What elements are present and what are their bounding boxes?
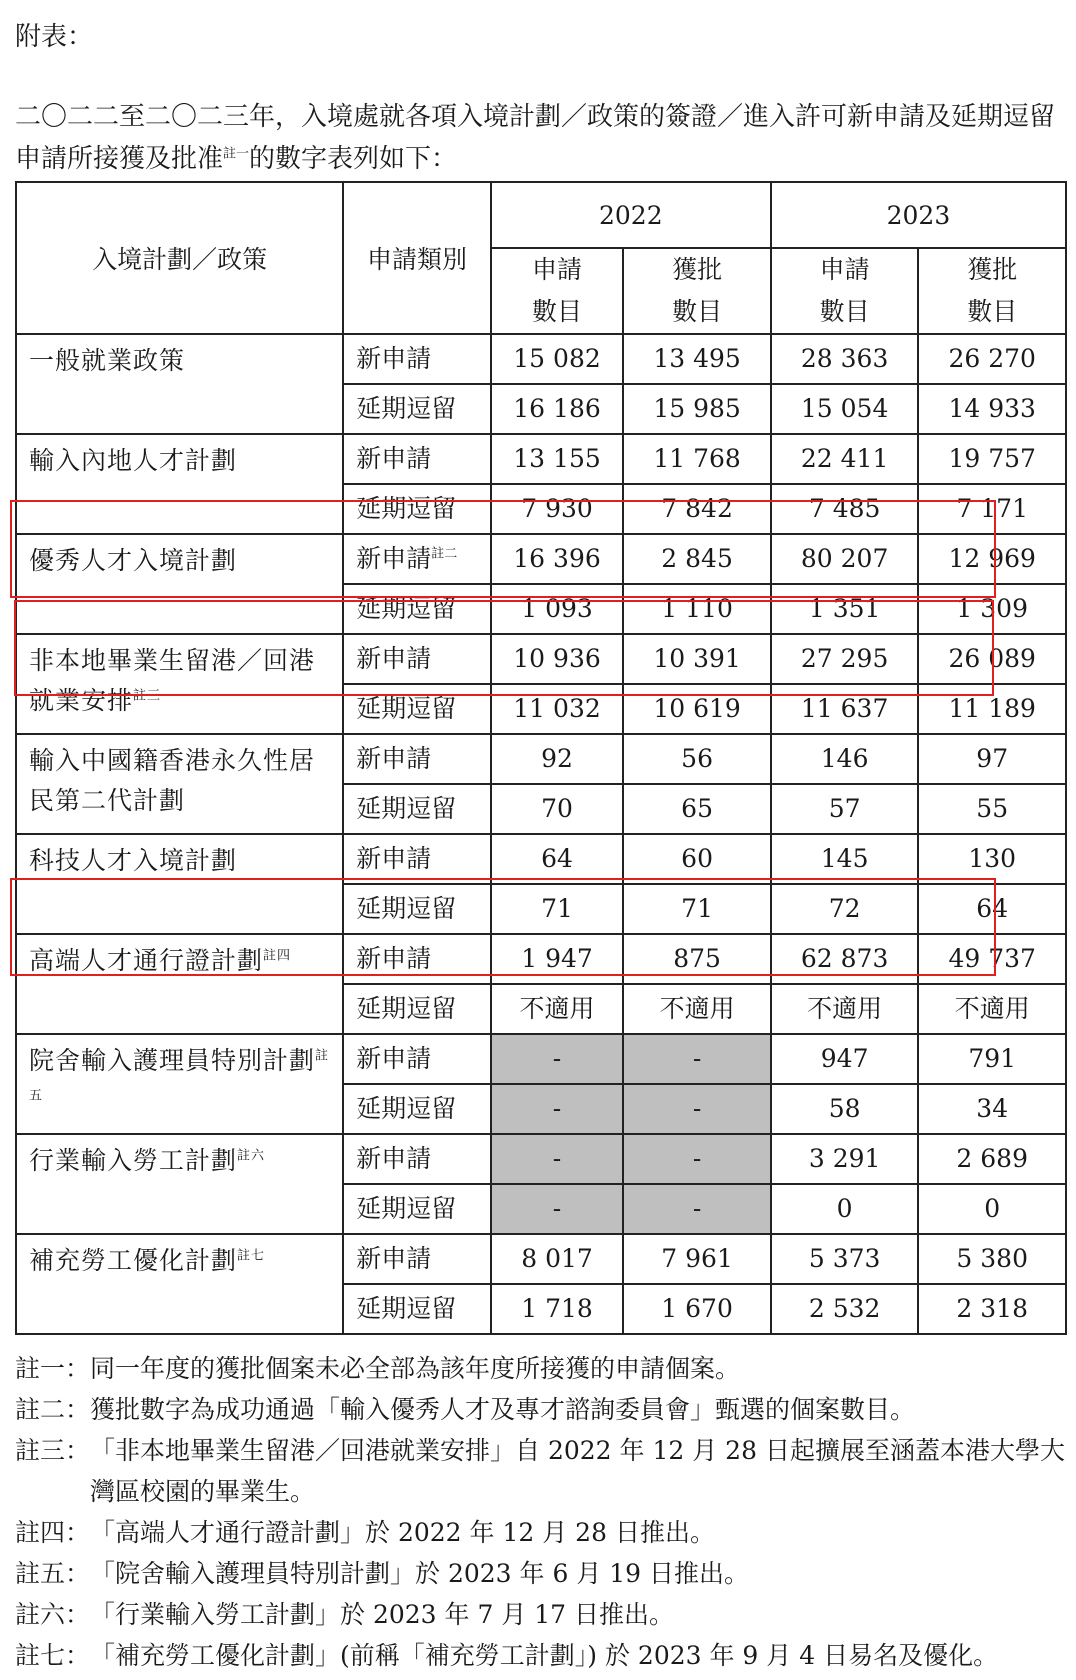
value-2022-approvals: 13 495 [623,334,771,384]
footnote-text: 同一年度的獲批個案未必全部為該年度所接獲的申請個案。 [90,1354,741,1383]
program-name-cell [16,1134,343,1234]
header-approvals-2023: 獲批數目 [967,255,1018,326]
value-2023-applications: 57 [771,784,919,834]
footnote-key: 註二： [15,1395,91,1424]
category-label: 延期逗留 [356,994,457,1023]
highlight-box-talent-scheme [10,500,996,598]
value-2023-approvals: 19 757 [918,434,1066,484]
value-2022-applications: 71 [491,884,624,934]
value-2023-applications: 0 [771,1184,919,1234]
program-name: 行業輸入勞工計劃 [29,1146,238,1175]
category-extension-of-stay [343,784,491,834]
value-2023-approvals: 55 [918,784,1066,834]
value-2023-applications: 15 054 [771,384,919,434]
category-new-application [343,434,491,484]
value-2022-approvals: 56 [623,734,771,784]
value-2022-applications: 13 155 [491,434,624,484]
value-2023-approvals: 26 089 [918,634,1066,684]
value-2023-applications: 3 291 [771,1134,919,1184]
value-2023-applications: 不適用 [771,984,919,1034]
table-row [16,734,1066,784]
category-extension-of-stay [343,984,491,1034]
value-2022-applications: 70 [491,784,624,834]
header-year-2022: 2022 [491,182,771,248]
value-2022-applications: - [491,1084,624,1134]
footnote-text: 獲批數字為成功通過「輸入優秀人才及專才諮詢委員會」甄選的個案數目。 [90,1395,916,1424]
value-2023-applications: 5 373 [771,1234,919,1284]
highlight-box-graduates [14,600,994,696]
category-new-application [343,334,491,384]
category-label: 新申請 [356,1244,432,1273]
value-2023-approvals: 5 380 [918,1234,1066,1284]
header-approvals-2022: 獲批數目 [672,255,723,326]
footnote-item [15,1430,1065,1512]
value-2022-applications: 不適用 [491,984,624,1034]
value-2023-applications: 80 207 [771,534,919,584]
value-2022-applications: 8 017 [491,1234,624,1284]
value-2023-approvals: 97 [918,734,1066,784]
category-new-application [343,834,491,884]
footnote-key: 註六： [15,1600,91,1629]
value-2022-approvals: - [623,1184,771,1234]
value-2023-approvals: 791 [918,1034,1066,1084]
value-2023-approvals: 12 969 [918,534,1066,584]
value-2023-approvals: 2 689 [918,1134,1066,1184]
value-2022-approvals: - [623,1034,771,1084]
program-name: 高端人才通行證計劃 [29,946,264,975]
value-2022-applications: - [491,1134,624,1184]
program-name: 輸入內地人才計劃 [29,446,238,475]
category-new-application [343,734,491,784]
program-note-ref: 註五 [29,1048,330,1104]
value-2023-approvals: 1 309 [918,584,1066,634]
value-2022-approvals: 2 845 [623,534,771,584]
category-label: 新申請 [356,644,432,673]
value-2022-approvals: 875 [623,934,771,984]
value-2022-approvals: 不適用 [623,984,771,1034]
value-2023-applications: 62 873 [771,934,919,984]
program-name: 科技人才入境計劃 [29,846,238,875]
program-note-ref: 註四 [263,948,292,964]
value-2022-approvals: 15 985 [623,384,771,434]
category-extension-of-stay [343,1184,491,1234]
category-label: 延期逗留 [356,494,457,523]
intro-note-ref: 註一 [223,146,250,162]
footnote-key: 註四： [15,1518,91,1547]
footnote-text: 「行業輸入勞工計劃」於 2023 年 7 月 17 日推出。 [90,1600,675,1629]
value-2023-approvals: 130 [918,834,1066,884]
value-2022-applications: 10 936 [491,634,624,684]
footnote-item [15,1553,1065,1594]
value-2022-applications: 11 032 [491,684,624,734]
footnote-item [15,1348,1065,1389]
value-2023-approvals: 不適用 [918,984,1066,1034]
category-new-application [343,1134,491,1184]
value-2022-applications: 1 718 [491,1284,624,1334]
value-2023-approvals: 7 171 [918,484,1066,534]
value-2023-applications: 146 [771,734,919,784]
program-note-ref: 註七 [237,1248,266,1264]
category-label: 新申請 [356,1144,432,1173]
value-2022-approvals: - [623,1084,771,1134]
value-2023-approvals: 34 [918,1084,1066,1134]
header-applications-2022: 申請數目 [532,255,583,326]
header-category: 申請類別 [343,182,491,334]
category-note-ref: 註二 [431,546,458,562]
table-row [16,434,1066,484]
program-name: 院舍輸入護理員特別計劃 [29,1046,316,1075]
program-name-cell [16,1234,343,1334]
intro-text-part-1: 二〇二二至二〇二三年，入境處就各項入境計劃／政策的簽證／進入許可新申請及延期逗留申請所接獲及批准 [15,102,1056,174]
category-label: 延期逗留 [356,594,457,623]
value-2022-applications: - [491,1184,624,1234]
footnote-text: 「補充勞工優化計劃」(前稱「補充勞工計劃」) 於 2023 年 9 月 4 日易名及優化。 [90,1641,999,1670]
category-extension-of-stay [343,1084,491,1134]
category-label: 延期逗留 [356,694,457,723]
value-2022-approvals: 1 110 [623,584,771,634]
category-label: 新申請 [356,744,432,773]
value-2023-applications: 2 532 [771,1284,919,1334]
value-2023-approvals: 49 737 [918,934,1066,984]
value-2022-approvals: 10 391 [623,634,771,684]
program-name: 非本地畢業生留港／回港就業安排 [29,646,316,715]
program-name: 補充勞工優化計劃 [29,1246,238,1275]
footnote-key: 註五： [15,1559,91,1588]
value-2022-approvals: 7 842 [623,484,771,534]
value-2022-applications: 16 396 [491,534,624,584]
value-2022-applications: 64 [491,834,624,884]
value-2022-approvals: 11 768 [623,434,771,484]
value-2022-approvals: 65 [623,784,771,834]
annex-heading: 附表： [15,22,94,52]
value-2022-approvals: - [623,1134,771,1184]
header-applications-2023: 申請數目 [819,255,870,326]
value-2023-applications: 1 351 [771,584,919,634]
table-row [16,1034,1066,1084]
value-2022-approvals: 60 [623,834,771,884]
program-name-cell [16,334,343,434]
category-label: 延期逗留 [356,1194,457,1223]
value-2023-applications: 22 411 [771,434,919,484]
table-body [16,334,1066,1334]
header-program: 入境計劃／政策 [16,182,343,334]
table-row [16,1134,1066,1184]
value-2022-applications: 1 093 [491,584,624,634]
value-2022-applications: 15 082 [491,334,624,384]
intro-paragraph [15,96,1060,180]
footnote-item [15,1594,1065,1635]
value-2023-approvals: 26 270 [918,334,1066,384]
program-name-cell [16,1034,343,1134]
footnote-item [15,1389,1065,1430]
footnotes [15,1348,1065,1676]
category-label: 新申請 [356,844,432,873]
program-note-ref: 註六 [237,1148,266,1164]
highlight-box-top-talent-pass [10,878,996,976]
value-2022-applications: 16 186 [491,384,624,434]
table-row [16,334,1066,384]
category-label: 延期逗留 [356,1294,457,1323]
footnote-text: 「非本地畢業生留港／回港就業安排」自 2022 年 12 月 28 日起擴展至涵蓋本港大學大灣區校園的畢業生。 [90,1436,1065,1506]
program-name: 一般就業政策 [29,346,186,375]
footnote-key: 註三： [15,1436,91,1465]
value-2022-approvals: 1 670 [623,1284,771,1334]
value-2023-applications: 145 [771,834,919,884]
value-2023-applications: 7 485 [771,484,919,534]
value-2023-approvals: 11 189 [918,684,1066,734]
value-2023-applications: 58 [771,1084,919,1134]
footnote-text: 「院舍輸入護理員特別計劃」於 2023 年 6 月 19 日推出。 [90,1559,750,1588]
footnote-text: 「高端人才通行證計劃」於 2022 年 12 月 28 日推出。 [90,1518,715,1547]
category-label: 新申請 [356,1044,432,1073]
category-new-application [343,1034,491,1084]
category-label: 新申請 [356,344,432,373]
footnote-key: 註七： [15,1641,91,1670]
value-2023-approvals: 64 [918,884,1066,934]
program-name-cell [16,734,343,834]
program-name: 優秀人才入境計劃 [29,546,238,575]
value-2023-approvals: 14 933 [918,384,1066,434]
value-2023-applications: 947 [771,1034,919,1084]
value-2023-approvals: 0 [918,1184,1066,1234]
value-2022-applications: 92 [491,734,624,784]
category-extension-of-stay [343,1284,491,1334]
footnote-item [15,1635,1065,1676]
value-2023-applications: 11 637 [771,684,919,734]
category-label: 新申請 [356,944,432,973]
intro-text-part-2: 的數字表列如下： [249,144,458,174]
category-extension-of-stay [343,384,491,434]
value-2023-approvals: 2 318 [918,1284,1066,1334]
footnote-key: 註一： [15,1354,91,1383]
value-2023-applications: 27 295 [771,634,919,684]
program-note-ref: 註三 [133,688,162,704]
header-year-2023: 2023 [771,182,1066,248]
table-row [16,834,1066,884]
table-row [16,1234,1066,1284]
value-2022-approvals: 10 619 [623,684,771,734]
category-label: 延期逗留 [356,894,457,923]
value-2022-applications: - [491,1034,624,1084]
category-label: 新申請 [356,544,432,573]
value-2023-applications: 28 363 [771,334,919,384]
value-2022-applications: 7 930 [491,484,624,534]
value-2022-approvals: 71 [623,884,771,934]
program-name: 輸入中國籍香港永久性居民第二代計劃 [29,746,316,815]
category-new-application [343,1234,491,1284]
category-label: 延期逗留 [356,1094,457,1123]
value-2022-approvals: 7 961 [623,1234,771,1284]
category-label: 延期逗留 [356,794,457,823]
visa-statistics-table [15,181,1067,1335]
footnote-item [15,1512,1065,1553]
category-label: 延期逗留 [356,394,457,423]
value-2023-applications: 72 [771,884,919,934]
value-2022-applications: 1 947 [491,934,624,984]
category-label: 新申請 [356,444,432,473]
